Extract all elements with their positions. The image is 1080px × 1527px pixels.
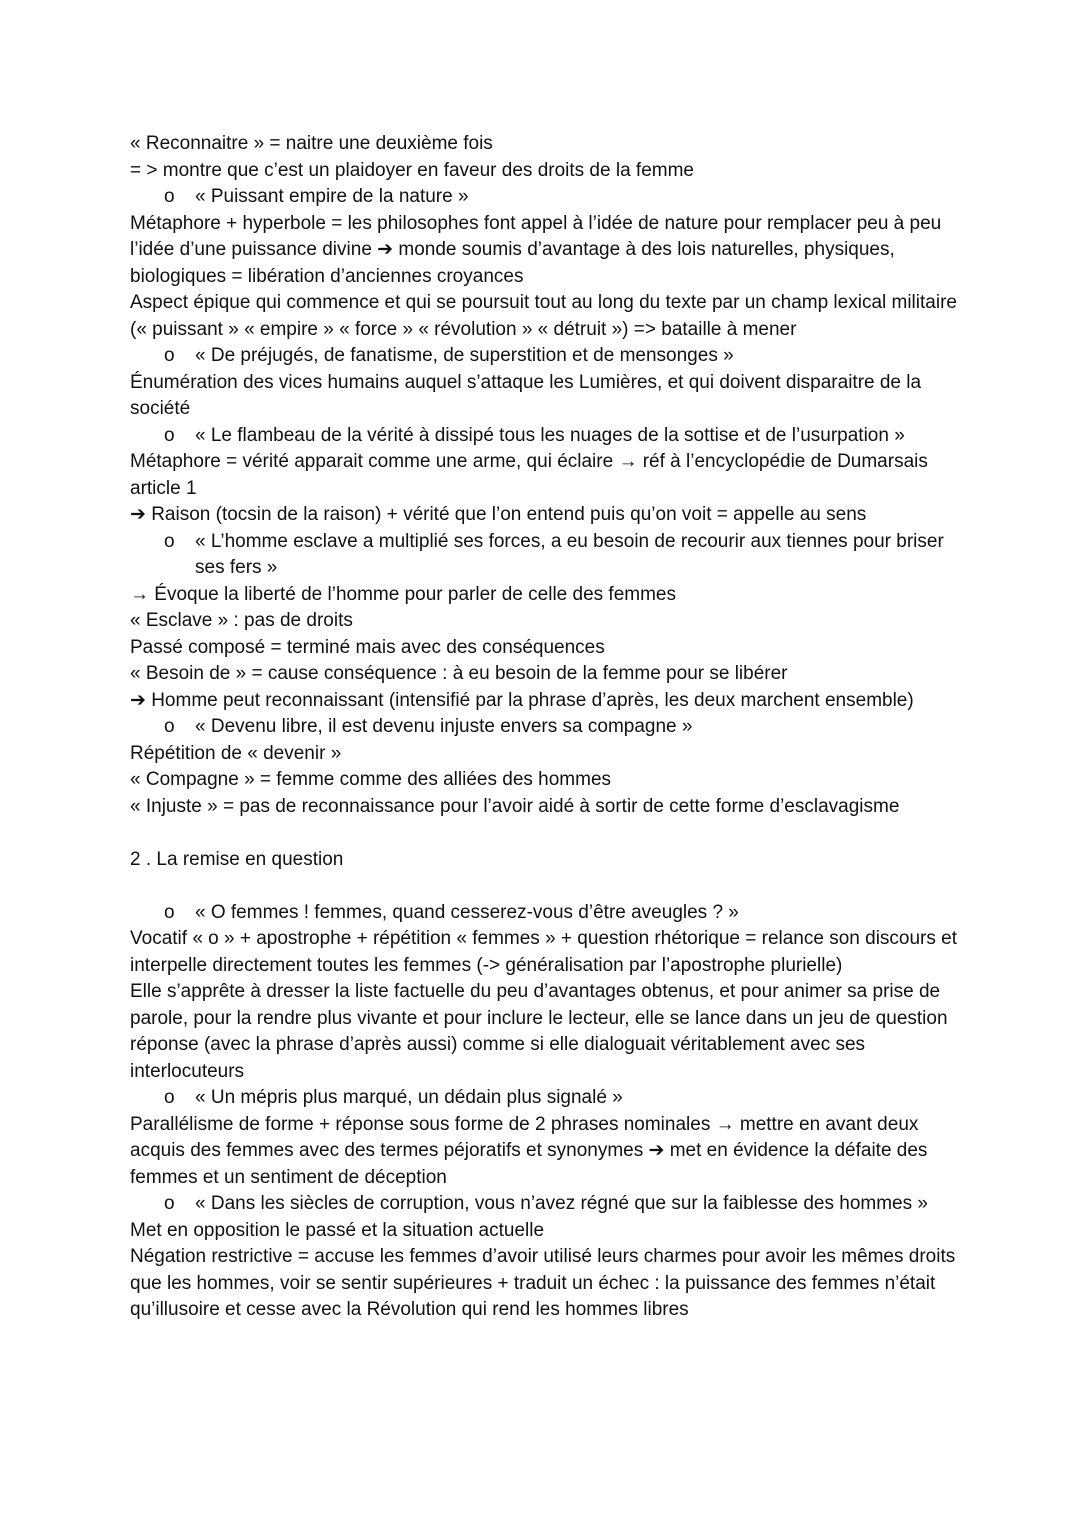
bullet-text: « Dans les siècles de corruption, vous n’avez régné que sur la faiblesse des hommes » [195,1193,928,1214]
text-line: Parallélisme de forme + réponse sous forme de 2 phrases nominales → mettre en avant deux acquis des femmes avec des termes péjoratifs et synonymes ➔ met en évidence la défaite des femmes et un sentiment de déception [130,1113,928,1188]
bullet-marker: o [164,345,175,366]
text-line: « Esclave » : pas de droits [130,610,353,631]
text-line: 2 . La remise en question [130,848,344,870]
bullet-marker: o [164,186,175,207]
blank-line [130,820,970,847]
text-line: Vocatif « o » + apostrophe + répétition « femmes » + question rhétorique = relance son discours et interpelle directement toutes les femmes (-> généralisation par l’apostrophe plurielle) [130,928,958,976]
bullet-item [130,423,970,450]
document-body [130,131,970,1324]
bullet-marker: o [164,530,175,552]
bullet-item [130,184,970,211]
text-line: Répétition de « devenir » [130,742,342,764]
text-line: Énumération des vices humains auquel s’attaque les Lumières, et qui doivent disparaitre de la société [130,371,922,419]
bullet-item [130,1191,970,1218]
bullet-text: « Devenu libre, il est devenu injuste envers sa compagne » [195,716,693,737]
bullet-text: « Puissant empire de la nature » [195,186,469,207]
bullet-item [130,900,970,927]
text-line: ➔ Homme peut reconnaissant (intensifié par la phrase d’après, les deux marchent ensemble) [130,689,914,711]
text-line: « Reconnaitre » = naitre une deuxième fois [130,133,493,154]
blank-line [130,873,970,900]
bullet-text: « De préjugés, de fanatisme, de superstition et de mensonges » [195,345,734,366]
bullet-marker: o [164,1193,175,1214]
text-line: « Compagne » = femme comme des alliées des hommes [130,769,612,790]
text-line: Négation restrictive = accuse les femmes d’avoir utilisé leurs charmes pour avoir les mêmes droits que les hommes, voir se sentir supérieures + traduit un échec : la puissance des femmes n’était qu’illusoire et cesse avec la Révolution qui rend les hommes libres [130,1246,956,1320]
bullet-item [130,529,970,582]
bullet-item [130,1085,970,1112]
text-line: = > montre que c’est un plaidoyer en faveur des droits de la femme [130,159,694,181]
bullet-text: « Un mépris plus marqué, un dédain plus signalé » [195,1087,623,1108]
text-line: Met en opposition le passé et la situation actuelle [130,1219,545,1241]
bullet-item [130,343,970,370]
text-line: Passé composé = terminé mais avec des conséquences [130,636,605,658]
text-line: Métaphore + hyperbole = les philosophes font appel à l’idée de nature pour remplacer peu à peu l’idée d’une puissance divine ➔ monde soumis d’avantage à des lois naturelles, physiques, biologiques = libération d’anciennes croyances [130,212,942,287]
text-line: « Injuste » = pas de reconnaissance pour l’avoir aidé à sortir de cette forme d’esclavagisme [130,795,900,817]
bullet-marker: o [164,1087,175,1108]
text-line: « Besoin de » = cause conséquence : à eu besoin de la femme pour se libérer [130,663,788,684]
text-line: Elle s’apprête à dresser la liste factuelle du peu d’avantages obtenus, et pour animer sa prise de parole, pour la rendre plus vivante et pour inclure le lecteur, elle se lance dans un jeu de question réponse (avec la phrase d’après aussi) comme si elle dialoguait véritablement avec ses interlocuteurs [130,981,948,1082]
bullet-text: « Le flambeau de la vérité à dissipé tous les nuages de la sottise et de l’usurpation » [195,424,905,446]
bullet-marker: o [164,716,175,737]
bullet-text: « L’homme esclave a multiplié ses forces, a eu besoin de recourir aux tiennes pour briser ses fers » [195,530,944,578]
text-line: → Évoque la liberté de l’homme pour parler de celle des femmes [130,583,676,605]
text-line: ➔ Raison (tocsin de la raison) + vérité que l’on entend puis qu’on voit = appelle au sens [130,504,867,525]
bullet-item [130,714,970,741]
bullet-marker: o [164,901,175,923]
text-line: Aspect épique qui commence et qui se poursuit tout au long du texte par un champ lexical militaire (« puissant » « empire » « force » « révolution » « détruit ») => bataille à mener [130,292,957,340]
bullet-text: « O femmes ! femmes, quand cesserez-vous d’être aveugles ? » [195,901,739,923]
text-line: Métaphore = vérité apparait comme une arme, qui éclaire → réf à l’encyclopédie de Dumarsais article 1 [130,451,928,499]
bullet-marker: o [164,424,175,446]
